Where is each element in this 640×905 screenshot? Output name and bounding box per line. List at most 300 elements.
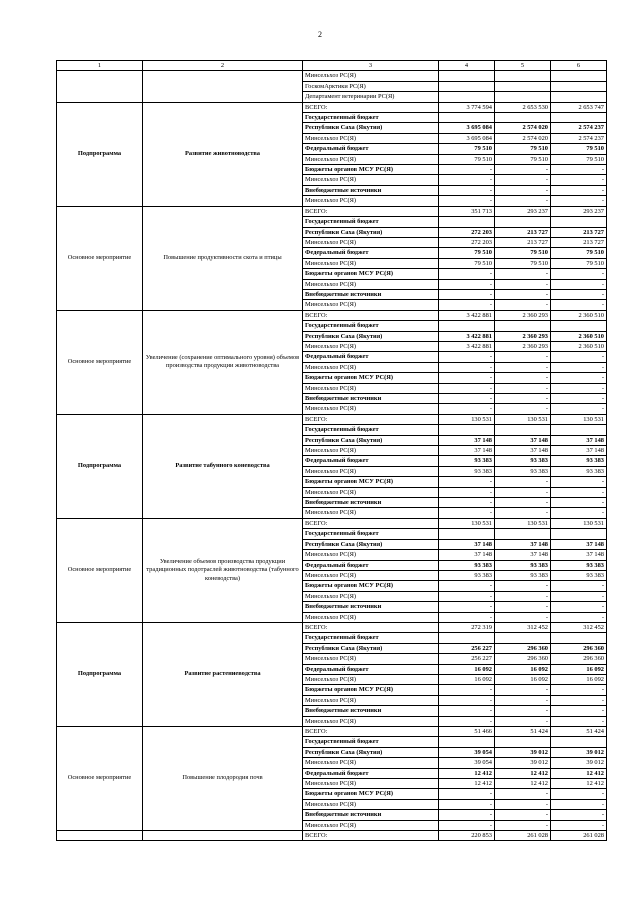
header-cell: 5 — [495, 61, 551, 71]
amount-cell: - — [551, 810, 607, 820]
amount-cell — [495, 633, 551, 643]
amount-cell: - — [439, 165, 495, 175]
amount-cell: 2 653 530 — [495, 102, 551, 112]
amount-cell: 79 510 — [551, 258, 607, 268]
amount-cell: 93 383 — [439, 456, 495, 466]
amount-cell: - — [551, 820, 607, 830]
source-label: Минсельхоз РС(Я) — [303, 654, 439, 664]
source-label: Внебюджетные источники — [303, 602, 439, 612]
amount-cell: 3 422 881 — [439, 310, 495, 320]
amount-cell: - — [495, 581, 551, 591]
amount-cell: 79 510 — [551, 154, 607, 164]
source-label: Минсельхоз РС(Я) — [303, 716, 439, 726]
amount-cell: 312 452 — [551, 622, 607, 632]
amount-cell: 351 713 — [439, 206, 495, 216]
amount-cell: 296 360 — [551, 654, 607, 664]
amount-cell — [439, 71, 495, 81]
amount-cell: 79 510 — [495, 154, 551, 164]
amount-cell: - — [551, 799, 607, 809]
source-label: Внебюджетные источники — [303, 810, 439, 820]
amount-cell: - — [495, 685, 551, 695]
table-row — [57, 102, 607, 112]
amount-cell — [439, 737, 495, 747]
row-title: Повышение плодородия почв — [143, 727, 303, 831]
amount-cell: 261 028 — [551, 831, 607, 841]
amount-cell: - — [439, 602, 495, 612]
source-label: Государственный бюджет — [303, 529, 439, 539]
amount-cell: 3 695 084 — [439, 133, 495, 143]
amount-cell: - — [551, 279, 607, 289]
amount-cell: - — [551, 352, 607, 362]
amount-cell: 37 148 — [439, 435, 495, 445]
amount-cell: 93 383 — [439, 560, 495, 570]
amount-cell: 37 148 — [551, 539, 607, 549]
amount-cell: - — [439, 695, 495, 705]
row-category: Основное мероприятие — [57, 206, 143, 310]
amount-cell: 39 054 — [439, 758, 495, 768]
source-label: Бюджеты органов МСУ РС(Я) — [303, 373, 439, 383]
source-label: Минсельхоз РС(Я) — [303, 71, 439, 81]
amount-cell: 256 227 — [439, 654, 495, 664]
source-label: Федеральный бюджет — [303, 248, 439, 258]
source-label: Департамент ветеринарии РС(Я) — [303, 92, 439, 102]
amount-cell: 37 148 — [551, 435, 607, 445]
source-label: Минсельхоз РС(Я) — [303, 612, 439, 622]
amount-cell — [495, 217, 551, 227]
source-label: ВСЕГО: — [303, 727, 439, 737]
source-label: Минсельхоз РС(Я) — [303, 674, 439, 684]
amount-cell: - — [439, 404, 495, 414]
amount-cell: 3 422 881 — [439, 341, 495, 351]
source-label: Республики Саха (Якутия) — [303, 123, 439, 133]
amount-cell: 2 360 510 — [551, 331, 607, 341]
amount-cell: - — [495, 695, 551, 705]
amount-cell: - — [495, 706, 551, 716]
amount-cell: 16 092 — [495, 674, 551, 684]
amount-cell: - — [551, 789, 607, 799]
amount-cell: - — [551, 394, 607, 404]
amount-cell: 130 531 — [439, 414, 495, 424]
source-label: Республики Саха (Якутия) — [303, 643, 439, 653]
row-title: Увеличение (сохранение оптимального уровня) объемов производства продукции животноводства — [143, 310, 303, 414]
source-label: Минсельхоз РС(Я) — [303, 362, 439, 372]
amount-cell: 39 012 — [551, 758, 607, 768]
amount-cell: 130 531 — [495, 414, 551, 424]
amount-cell — [439, 113, 495, 123]
source-label: Бюджеты органов МСУ РС(Я) — [303, 165, 439, 175]
row-category: Основное мероприятие — [57, 727, 143, 831]
amount-cell — [495, 71, 551, 81]
source-label: Минсельхоз РС(Я) — [303, 695, 439, 705]
source-label: Государственный бюджет — [303, 425, 439, 435]
amount-cell: - — [439, 581, 495, 591]
amount-cell: - — [439, 383, 495, 393]
amount-cell: 93 383 — [551, 560, 607, 570]
amount-cell — [439, 425, 495, 435]
source-label: Бюджеты органов МСУ РС(Я) — [303, 581, 439, 591]
amount-cell: 213 727 — [551, 227, 607, 237]
source-label: Внебюджетные источники — [303, 498, 439, 508]
amount-cell: - — [495, 810, 551, 820]
amount-cell: - — [551, 508, 607, 518]
amount-cell: 37 148 — [439, 446, 495, 456]
amount-cell: 12 412 — [495, 768, 551, 778]
amount-cell — [551, 633, 607, 643]
source-label: Республики Саха (Якутия) — [303, 539, 439, 549]
amount-cell: - — [551, 404, 607, 414]
source-label: Республики Саха (Якутия) — [303, 331, 439, 341]
amount-cell: 12 412 — [551, 768, 607, 778]
amount-cell: - — [551, 591, 607, 601]
source-label: ВСЕГО: — [303, 518, 439, 528]
row-title: Развитие животноводства — [143, 102, 303, 206]
header-cell: 3 — [303, 61, 439, 71]
amount-cell: - — [439, 289, 495, 299]
amount-cell: 272 203 — [439, 227, 495, 237]
amount-cell: 93 383 — [439, 570, 495, 580]
amount-cell — [439, 321, 495, 331]
table-body — [57, 61, 607, 841]
amount-cell: - — [551, 362, 607, 372]
table-row — [57, 414, 607, 424]
source-label: Минсельхоз РС(Я) — [303, 196, 439, 206]
row-title: Увеличение объемов производства продукции традиционных подотраслей животноводства (табунного коневодства) — [143, 518, 303, 622]
amount-cell: 93 383 — [551, 466, 607, 476]
amount-cell: 296 360 — [495, 654, 551, 664]
source-label: Республики Саха (Якутия) — [303, 435, 439, 445]
amount-cell: - — [439, 799, 495, 809]
amount-cell: - — [551, 612, 607, 622]
row-title: Повышение продуктивности скота и птицы — [143, 206, 303, 310]
amount-cell: 2 360 510 — [551, 310, 607, 320]
amount-cell: - — [439, 789, 495, 799]
amount-cell: - — [495, 508, 551, 518]
header-row — [57, 61, 607, 71]
amount-cell: 93 383 — [495, 560, 551, 570]
source-label: ВСЕГО: — [303, 622, 439, 632]
row-category: Основное мероприятие — [57, 310, 143, 414]
source-label: Бюджеты органов МСУ РС(Я) — [303, 477, 439, 487]
amount-cell: 2 574 020 — [495, 123, 551, 133]
amount-cell: - — [495, 394, 551, 404]
source-label: Государственный бюджет — [303, 113, 439, 123]
amount-cell: - — [439, 508, 495, 518]
amount-cell: 37 148 — [439, 550, 495, 560]
amount-cell: - — [439, 269, 495, 279]
amount-cell: - — [495, 196, 551, 206]
table-row — [57, 71, 607, 81]
amount-cell: - — [495, 373, 551, 383]
source-label: Бюджеты органов МСУ РС(Я) — [303, 269, 439, 279]
amount-cell: - — [439, 394, 495, 404]
amount-cell — [495, 529, 551, 539]
amount-cell: - — [495, 612, 551, 622]
source-label: Минсельхоз РС(Я) — [303, 446, 439, 456]
source-label: Минсельхоз РС(Я) — [303, 300, 439, 310]
amount-cell: - — [439, 185, 495, 195]
amount-cell — [551, 113, 607, 123]
source-label: Федеральный бюджет — [303, 768, 439, 778]
amount-cell: - — [439, 477, 495, 487]
amount-cell: 261 028 — [495, 831, 551, 841]
amount-cell: 79 510 — [495, 258, 551, 268]
row-title-empty — [143, 71, 303, 102]
amount-cell: 79 510 — [551, 248, 607, 258]
amount-cell: - — [551, 716, 607, 726]
amount-cell: 39 012 — [551, 747, 607, 757]
amount-cell: 220 853 — [439, 831, 495, 841]
amount-cell: - — [439, 196, 495, 206]
amount-cell: - — [439, 706, 495, 716]
amount-cell: 37 148 — [495, 550, 551, 560]
amount-cell: - — [495, 279, 551, 289]
source-label: Минсельхоз РС(Я) — [303, 758, 439, 768]
source-label: Минсельхоз РС(Я) — [303, 237, 439, 247]
source-label: Минсельхоз РС(Я) — [303, 154, 439, 164]
amount-cell: - — [551, 300, 607, 310]
source-label: Государственный бюджет — [303, 737, 439, 747]
source-label: Минсельхоз РС(Я) — [303, 779, 439, 789]
source-label: Минсельхоз РС(Я) — [303, 570, 439, 580]
amount-cell — [495, 92, 551, 102]
amount-cell: 37 148 — [551, 550, 607, 560]
amount-cell: - — [495, 165, 551, 175]
amount-cell: - — [551, 269, 607, 279]
amount-cell: 79 510 — [439, 248, 495, 258]
amount-cell: 37 148 — [439, 539, 495, 549]
amount-cell: - — [551, 498, 607, 508]
table-row — [57, 727, 607, 737]
source-label: Минсельхоз РС(Я) — [303, 258, 439, 268]
amount-cell: 16 092 — [551, 674, 607, 684]
amount-cell: - — [551, 706, 607, 716]
amount-cell: - — [551, 477, 607, 487]
amount-cell: 3 422 881 — [439, 331, 495, 341]
table-row — [57, 622, 607, 632]
amount-cell: 213 727 — [495, 237, 551, 247]
source-label: Республики Саха (Якутия) — [303, 747, 439, 757]
amount-cell: - — [551, 602, 607, 612]
amount-cell — [495, 81, 551, 91]
source-label: Минсельхоз РС(Я) — [303, 508, 439, 518]
amount-cell: - — [551, 383, 607, 393]
amount-cell: - — [439, 810, 495, 820]
amount-cell: 79 510 — [439, 258, 495, 268]
amount-cell: - — [495, 185, 551, 195]
source-label: Внебюджетные источники — [303, 706, 439, 716]
amount-cell: - — [439, 279, 495, 289]
amount-cell — [551, 217, 607, 227]
amount-cell: - — [439, 591, 495, 601]
amount-cell: 2 360 293 — [495, 341, 551, 351]
amount-cell: 16 092 — [439, 664, 495, 674]
amount-cell: - — [439, 175, 495, 185]
source-label: ГоскомАрктики РС(Я) — [303, 81, 439, 91]
amount-cell: 79 510 — [495, 144, 551, 154]
source-label: Минсельхоз РС(Я) — [303, 820, 439, 830]
amount-cell — [495, 113, 551, 123]
amount-cell: - — [439, 300, 495, 310]
amount-cell: - — [495, 477, 551, 487]
source-label: Государственный бюджет — [303, 321, 439, 331]
amount-cell: 37 148 — [551, 446, 607, 456]
amount-cell: 2 360 510 — [551, 341, 607, 351]
amount-cell: - — [551, 289, 607, 299]
source-label: Государственный бюджет — [303, 217, 439, 227]
amount-cell: - — [551, 487, 607, 497]
amount-cell: 51 424 — [495, 727, 551, 737]
source-label: Минсельхоз РС(Я) — [303, 175, 439, 185]
amount-cell: 39 012 — [495, 758, 551, 768]
amount-cell: 272 319 — [439, 622, 495, 632]
page-number: 2 — [318, 30, 322, 39]
amount-cell: 2 574 237 — [551, 123, 607, 133]
amount-cell — [551, 321, 607, 331]
amount-cell — [551, 81, 607, 91]
amount-cell: 213 727 — [495, 227, 551, 237]
amount-cell: 12 412 — [439, 779, 495, 789]
amount-cell: 2 360 293 — [495, 331, 551, 341]
source-label: Федеральный бюджет — [303, 144, 439, 154]
amount-cell: 2 574 237 — [551, 133, 607, 143]
amount-cell: - — [551, 695, 607, 705]
source-label: ВСЕГО: — [303, 206, 439, 216]
source-label: Минсельхоз РС(Я) — [303, 341, 439, 351]
amount-cell: - — [495, 789, 551, 799]
row-category: Основное мероприятие — [57, 518, 143, 622]
amount-cell: 256 227 — [439, 643, 495, 653]
amount-cell: 3 695 084 — [439, 123, 495, 133]
amount-cell: 296 360 — [551, 643, 607, 653]
amount-cell: 12 412 — [439, 768, 495, 778]
amount-cell: 2 574 020 — [495, 133, 551, 143]
budget-table — [56, 60, 607, 841]
amount-cell — [551, 529, 607, 539]
source-label: Минсельхоз РС(Я) — [303, 487, 439, 497]
amount-cell — [439, 633, 495, 643]
amount-cell: 2 653 747 — [551, 102, 607, 112]
amount-cell — [551, 71, 607, 81]
amount-cell: 79 510 — [439, 154, 495, 164]
amount-cell: 39 054 — [439, 747, 495, 757]
amount-cell: 3 774 594 — [439, 102, 495, 112]
amount-cell: - — [439, 612, 495, 622]
row-category: Подпрограмма — [57, 622, 143, 726]
amount-cell: 312 452 — [495, 622, 551, 632]
amount-cell: - — [495, 383, 551, 393]
amount-cell: 93 383 — [495, 456, 551, 466]
amount-cell — [551, 737, 607, 747]
amount-cell: 16 092 — [551, 664, 607, 674]
amount-cell: 296 360 — [495, 643, 551, 653]
amount-cell: - — [495, 799, 551, 809]
amount-cell: - — [495, 289, 551, 299]
amount-cell — [551, 92, 607, 102]
amount-cell — [495, 321, 551, 331]
amount-cell: - — [439, 373, 495, 383]
amount-cell: - — [551, 685, 607, 695]
source-label: Минсельхоз РС(Я) — [303, 466, 439, 476]
amount-cell: 213 727 — [551, 237, 607, 247]
amount-cell: 272 203 — [439, 237, 495, 247]
row-category-empty — [57, 831, 143, 841]
amount-cell: 12 412 — [551, 779, 607, 789]
amount-cell: - — [495, 591, 551, 601]
amount-cell: 93 383 — [439, 466, 495, 476]
amount-cell: 93 383 — [551, 456, 607, 466]
amount-cell: - — [495, 269, 551, 279]
amount-cell — [495, 425, 551, 435]
amount-cell: 51 424 — [551, 727, 607, 737]
amount-cell: 12 412 — [495, 779, 551, 789]
source-label: Минсельхоз РС(Я) — [303, 404, 439, 414]
amount-cell: 93 383 — [495, 466, 551, 476]
amount-cell: - — [551, 175, 607, 185]
amount-cell: - — [495, 175, 551, 185]
amount-cell: - — [495, 404, 551, 414]
amount-cell: - — [495, 487, 551, 497]
source-label: Федеральный бюджет — [303, 560, 439, 570]
amount-cell: - — [495, 820, 551, 830]
amount-cell: - — [439, 498, 495, 508]
source-label: Федеральный бюджет — [303, 456, 439, 466]
row-category: Подпрограмма — [57, 414, 143, 518]
amount-cell: 130 531 — [439, 518, 495, 528]
amount-cell: - — [551, 196, 607, 206]
amount-cell: 130 531 — [495, 518, 551, 528]
source-label: Бюджеты органов МСУ РС(Я) — [303, 685, 439, 695]
amount-cell: - — [495, 716, 551, 726]
source-label: Внебюджетные источники — [303, 185, 439, 195]
amount-cell: 293 237 — [495, 206, 551, 216]
table-row — [57, 831, 607, 841]
source-label: ВСЕГО: — [303, 102, 439, 112]
amount-cell: - — [551, 581, 607, 591]
amount-cell: 51 466 — [439, 727, 495, 737]
table-row — [57, 518, 607, 528]
amount-cell — [439, 217, 495, 227]
amount-cell: 2 360 293 — [495, 310, 551, 320]
row-title: Развитие табунного коневодства — [143, 414, 303, 518]
source-label: Внебюджетные источники — [303, 394, 439, 404]
amount-cell: - — [495, 352, 551, 362]
source-label: ВСЕГО: — [303, 310, 439, 320]
amount-cell: - — [439, 487, 495, 497]
amount-cell: - — [551, 185, 607, 195]
source-label: Федеральный бюджет — [303, 352, 439, 362]
amount-cell: - — [439, 820, 495, 830]
amount-cell: 16 092 — [495, 664, 551, 674]
header-cell: 2 — [143, 61, 303, 71]
source-label: Государственный бюджет — [303, 633, 439, 643]
source-label: Республики Саха (Якутия) — [303, 227, 439, 237]
source-label: ВСЕГО: — [303, 831, 439, 841]
amount-cell — [495, 737, 551, 747]
source-label: Бюджеты органов МСУ РС(Я) — [303, 789, 439, 799]
source-label: ВСЕГО: — [303, 414, 439, 424]
amount-cell: 130 531 — [551, 414, 607, 424]
amount-cell: 93 383 — [495, 570, 551, 580]
row-category: Подпрограмма — [57, 102, 143, 206]
row-title-empty — [143, 831, 303, 841]
amount-cell: - — [495, 602, 551, 612]
source-label: Внебюджетные источники — [303, 289, 439, 299]
amount-cell: 37 148 — [495, 435, 551, 445]
amount-cell: - — [495, 362, 551, 372]
amount-cell: - — [439, 352, 495, 362]
amount-cell: - — [551, 165, 607, 175]
amount-cell: - — [551, 373, 607, 383]
